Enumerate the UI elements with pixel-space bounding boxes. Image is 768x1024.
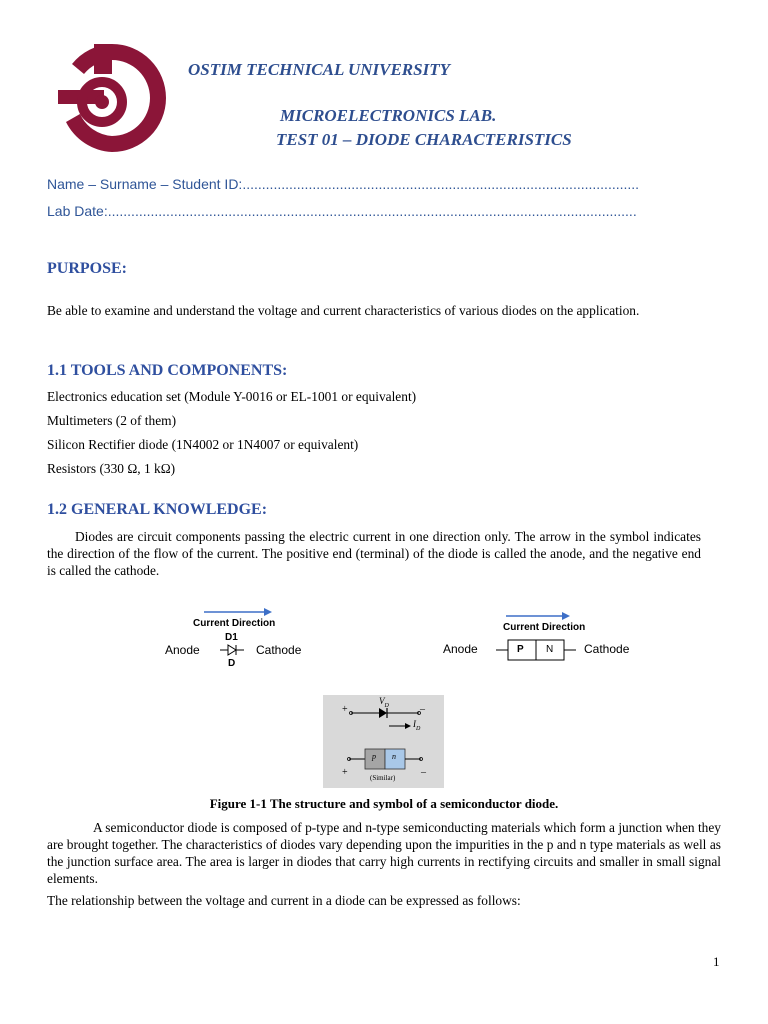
knowledge-paragraph: The relationship between the voltage and current in a diode can be expressed as follows: (47, 893, 521, 908)
purpose-text: Be able to examine and understand the voltage and current characteristics of various diodes on the application. (47, 303, 640, 318)
page-number: 1 (713, 954, 720, 969)
diode-symbol-diagram (160, 602, 320, 672)
knowledge-paragraph: A semiconductor diode is composed of p-type and n-type semiconducting materials which form a junction when they are brought together. The characteristics of diodes vary depending upon the impurities in the p and n type materials as well as the junction surface area. The area is larger in diodes that carry high currents in rectifying circuits and smaller in small signal elements. (47, 820, 721, 886)
diode-triangle (379, 708, 387, 718)
current-arrow (264, 608, 272, 616)
university-title: OSTIM TECHNICAL UNIVERSITY (188, 60, 450, 79)
tools-item: Multimeters (2 of them) (47, 413, 177, 428)
figure-caption: Figure 1-1 The structure and symbol of a semiconductor diode. (209, 796, 559, 811)
current-direction-label: Current Direction (193, 618, 276, 629)
diode-structure-figure (323, 695, 444, 788)
current-direction-label: Current Direction (503, 622, 586, 633)
lab-date-field: Lab Date:........................................................................................................................................ (47, 203, 637, 219)
id-label: $I_D$ (413, 719, 421, 732)
knowledge-paragraph: Diodes are circuit components passing the electric current in one direction only. The arrow in the symbol indicates the direction of the flow of the current. The positive end (terminal) of the diode is called the anode, and the negative end is called the cathode. (47, 529, 701, 578)
plus-label: + (342, 704, 348, 715)
plus-label: + (342, 767, 348, 778)
vd-label: $V_D$ (379, 696, 389, 709)
pn-junction-diagram (440, 602, 640, 672)
n-label: N (546, 644, 554, 655)
university-logo (58, 40, 170, 156)
tools-item: Silicon Rectifier diode (1N4002 or 1N4007 or equivalent) (47, 437, 359, 452)
n-label: n (392, 752, 396, 761)
similar-label: (Similar) (370, 774, 396, 782)
p-label: P (517, 644, 524, 655)
tools-item: Resistors (330 Ω, 1 kΩ) (47, 461, 176, 476)
diode-triangle (228, 645, 236, 655)
anode-label: Anode (165, 643, 200, 657)
current-arrow (562, 612, 570, 620)
cathode-label: Cathode (256, 643, 302, 657)
minus-label: – (420, 704, 425, 715)
name-field: Name – Surname – Student ID:...................................................................................................... (47, 176, 640, 192)
p-label: p (372, 752, 376, 761)
tools-heading: 1.1 TOOLS AND COMPONENTS: (47, 362, 288, 379)
tools-item: Electronics education set (Module Y-0016 or EL-1001 or equivalent) (47, 389, 417, 404)
id-arrow (405, 723, 411, 729)
cathode-label: Cathode (584, 642, 630, 656)
purpose-heading: PURPOSE: (47, 260, 127, 277)
lab-title: MICROELECTRONICS LAB. (280, 106, 497, 125)
minus-label: – (421, 767, 426, 778)
knowledge-heading: 1.2 GENERAL KNOWLEDGE: (47, 501, 268, 518)
test-title: TEST 01 – DIODE CHARACTERISTICS (276, 130, 572, 149)
diode-ref2-label: D (228, 658, 236, 669)
anode-label: Anode (443, 642, 478, 656)
diode-ref-label: D1 (225, 632, 238, 643)
